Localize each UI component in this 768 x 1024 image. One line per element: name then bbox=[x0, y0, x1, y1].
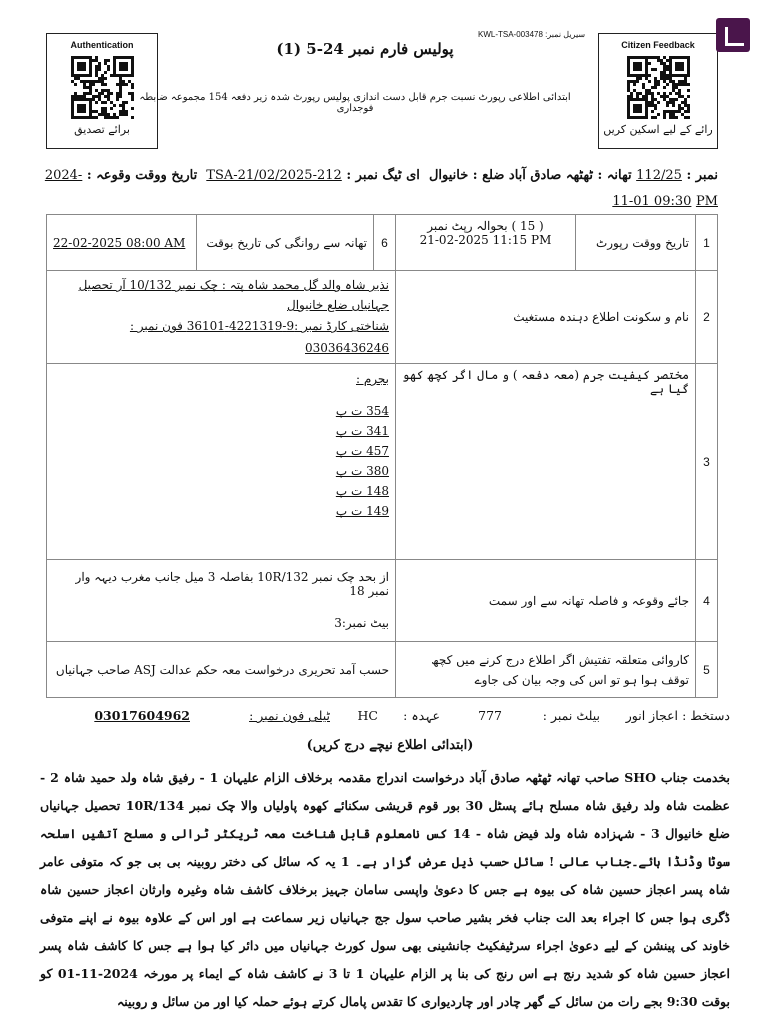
table-row bbox=[47, 560, 718, 642]
report-datetime-label: تاریخ ووقت رپورٹ bbox=[576, 215, 696, 271]
serial-number: سیریل نمبر: KWL-TSA-003478 bbox=[478, 30, 586, 39]
crime-section: 354 ت پ bbox=[335, 404, 389, 418]
rank-value: HC bbox=[357, 708, 378, 723]
place-of-occurrence-cell bbox=[47, 560, 396, 642]
fir-info-line bbox=[40, 163, 718, 215]
fir-number-label: نمبر : bbox=[686, 168, 718, 183]
form-subtitle: ابتدائی اطلاعی رپورٹ نسبت جرم قابل دست اندازی پولیس رپورٹ شدہ زیر دفعہ 154 مجموعہ ضابطہ فوجداری bbox=[139, 92, 571, 114]
table-row bbox=[47, 364, 718, 560]
row-number: 5 bbox=[696, 642, 718, 698]
fir-number-value: 112/25 bbox=[636, 168, 682, 183]
crime-section: 149 ت پ bbox=[335, 504, 389, 518]
row-number: 1 bbox=[696, 215, 718, 271]
signature-label: دستخط : bbox=[682, 708, 730, 723]
belt-number-label: بیلٹ نمبر : bbox=[542, 708, 600, 723]
place-of-occurrence-value: از بحد چک نمبر 10R/132 بفاصلہ 3 میل جانب مغرب دیہہ وار نمبر 18 bbox=[75, 570, 389, 598]
phone-label: ٹیلی فون نمبر : bbox=[249, 708, 330, 723]
fir-details-table bbox=[46, 214, 718, 698]
crime-sections-cell bbox=[47, 364, 396, 560]
authentication-caption: Authentication bbox=[70, 40, 134, 50]
row-number: 6 bbox=[374, 215, 396, 271]
place-of-occurrence-label: جائے وقوعہ و فاصلہ تھانہ سے اور سمت bbox=[396, 560, 696, 642]
investigation-delay-label: کاروائی متعلقہ تفتیش اگر اطلاع درج کرنے میں کچھ توقف ہوا ہو تو اس کی وجہ بیان کی جاوے bbox=[396, 642, 696, 698]
rank-label: عہدہ : bbox=[403, 708, 440, 723]
officer-name: اعجاز انور bbox=[625, 708, 678, 723]
row-number: 3 bbox=[696, 364, 718, 560]
etag-label: ای ٹیگ نمبر : bbox=[346, 168, 420, 183]
feedback-caption: Citizen Feedback bbox=[621, 40, 695, 50]
crime-section: 148 ت پ bbox=[335, 484, 389, 498]
app-logo-icon bbox=[716, 18, 750, 52]
phone-value: 03017604962 bbox=[94, 708, 190, 723]
row-number: 2 bbox=[696, 271, 718, 364]
departure-datetime-value: 22-02-2025 08:00 AM bbox=[47, 215, 197, 271]
complainant-cnic-phone: شناختی کارڈ نمبر :9-4221319-36101 فون نمبر : 03036436246 bbox=[129, 319, 389, 355]
departure-datetime-label: تھانہ سے روانگی کی تاریخ بوقت bbox=[197, 215, 374, 271]
occurrence-datetime-label: تاریخ ووقت وقوعہ : bbox=[86, 168, 198, 183]
crime-section: 380 ت پ bbox=[335, 464, 389, 478]
row-number: 4 bbox=[696, 560, 718, 642]
table-row bbox=[47, 271, 718, 364]
form-title: پولیس فارم نمبر 24-5 (1) bbox=[276, 40, 454, 58]
report-reference-value: 21-02-2025 11:15 PM bbox=[419, 233, 552, 247]
complainant-name-address: نذیر شاہ والد گل محمد شاہ پتہ : چک نمبر 10/132 آر تحصیل جہانیاں ضلع خانیوال bbox=[78, 278, 389, 312]
occurrence-pm: PM bbox=[695, 194, 718, 209]
table-row bbox=[47, 215, 718, 271]
belt-number-value: 777 bbox=[478, 708, 502, 723]
authentication-urdu-caption: برائے تصدیق bbox=[74, 123, 130, 136]
officer-signature-line bbox=[40, 708, 730, 732]
thana-district: تھانہ : ٹھٹھہ صادق آباد ضلع : خانیوال bbox=[428, 168, 632, 183]
investigation-delay-value: حسب آمد تحریری درخواست معہ حکم عدالت ASJ صاحب جہانیاں bbox=[47, 642, 396, 698]
occurrence-datetime-value: 2024-11-01 09:30 bbox=[44, 168, 692, 209]
report-reference-cell bbox=[396, 215, 576, 271]
table-row bbox=[47, 642, 718, 698]
beat-number: بیٹ نمبر:3 bbox=[334, 616, 389, 630]
etag-value: TSA-21/02/2025-212 bbox=[206, 168, 342, 183]
authentication-qr-box bbox=[46, 33, 158, 149]
citizen-feedback-qr-code[interactable] bbox=[627, 56, 690, 119]
first-information-note: (ابتدائی اطلاع نیچے درج کریں) bbox=[306, 738, 474, 753]
crime-section: 341 ت پ bbox=[335, 424, 389, 438]
feedback-urdu-caption: رائے کے لیے اسکین کریں bbox=[603, 123, 713, 136]
complainant-label: نام و سکونت اطلاع دہندہ مستغیث bbox=[396, 271, 696, 364]
crime-label: بجرم : bbox=[356, 372, 389, 386]
crime-section: 457 ت پ bbox=[335, 444, 389, 458]
citizen-feedback-qr-box bbox=[598, 33, 718, 149]
crime-description-label: مختصر کیفیت جرم (معہ دفعہ ) و مال اگر کچھ کھو گیا ہے bbox=[396, 364, 696, 560]
first-information-narrative: بخدمت جناب SHO صاحب تھانہ ٹھٹھہ صادق آباد درخواست اندراج مقدمہ برخلاف الزام علیہان 1 - رفیق شاہ ولد حمید شاہ 2 - عظمت شاہ ولد رفیق شاہ مسلح ہائے پسٹل 30 بور قوم قریشی سکنائے کھوہ پاولیاں والا چک نمبر 10R/134 تحصیل جہانیاں ضلع خانیوال 3 - شہزادہ شاہ ولد فیض شاہ - 14 کس نامعلوم قابل شناخت معہ ٹریکٹر ٹرالی و مسلح آتشیں اسلحہ سوٹا وڈنڈا ہائے۔جناب عالی ! سائل حسب ذیل عرض گزار ہے۔ 1 یہ کہ سائل کی دختر روبینہ بی بی جو کہ متوفی عامر شاہ پسر اعجاز حسین شاہ کی بیوہ ہے جس کا دعویٰ واپسی سامان جہیز برخلاف کاشف شاہ وغیرہ وارثان اعجاز حسین شاہ ڈگری ہوا جس کا اجراء بعد الت جناب فخر بشیر صاحب سول جج جہانیاں زیر سماعت ہے اور اس کے علاوہ بیوہ نے اپنے متوفی خاوند کی پینشن کے لیے دعویٰ اجراء سرٹیفکیٹ جانشینی بھی سول کورٹ جہانیاں میں دائر کیا ہوا ہے جس کا کاشف شاہ پسر اعجاز حسین شاہ کو شدید رنج ہے اس رنج کی بنا پر الزام علیہان 1 تا 3 نے کاشف شاہ کے ایماء پر مورخہ 2024-11-01 کو بوقت 9:30 بجے رات من سائل کے گھر چادر اور چاردیواری کا تقدس پامال کرتے ہوئے حملہ کیا اور من سائل و روبینہ bbox=[40, 770, 731, 1009]
report-reference-label: ( 15 ) بحوالہ رپٹ نمبر bbox=[427, 219, 544, 233]
complainant-details-cell bbox=[47, 271, 396, 364]
